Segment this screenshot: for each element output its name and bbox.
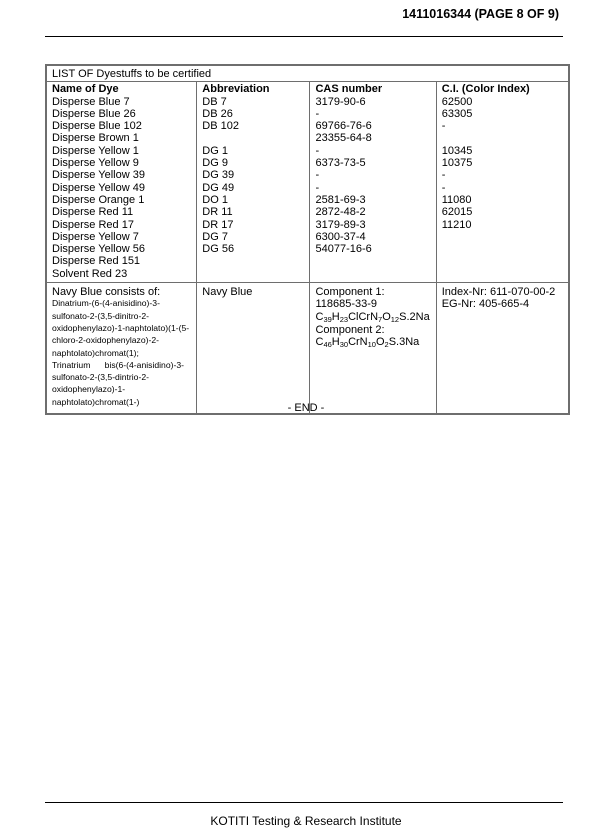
dyestuff-table	[45, 64, 570, 415]
header-divider	[45, 36, 563, 37]
navy-blue-heading: Navy Blue consists of:	[52, 286, 161, 299]
dye-abbreviation: DB 7	[202, 95, 227, 108]
navy-blue-cas-cell	[310, 283, 436, 414]
component-2-label: Component 2:	[315, 323, 385, 336]
column-header: CAS number	[315, 83, 383, 96]
footer-institute: KOTITI Testing & Research Institute	[210, 814, 402, 828]
column-header: Name of Dye	[52, 83, 119, 96]
dye-cas-number: -	[315, 169, 320, 182]
dye-name: Disperse Blue 7	[52, 95, 130, 108]
dye-cas-number: 54077-16-6	[315, 243, 372, 256]
dye-abbreviation: DG 1	[202, 144, 228, 157]
dye-cas-number: 3179-89-3	[315, 218, 366, 231]
dye-abbreviation: DR 17	[202, 218, 234, 231]
dye-color-index: 62015	[441, 206, 473, 219]
navy-blue-composition-line: chloro-2-oxidophenylazo)-2-	[52, 335, 159, 346]
dye-name: Disperse Yellow 7	[52, 230, 139, 243]
navy-blue-composition-line: sulfonato-2-(3,5-dinitro-2-	[52, 310, 149, 321]
cas-number-column	[310, 82, 436, 283]
navy-blue-eg-nr: EG-Nr: 405-665-4	[441, 298, 530, 311]
report-page-header: 1411016344 (PAGE 8 OF 9)	[402, 7, 559, 21]
dye-cas-number	[315, 268, 430, 280]
dye-name: Disperse Orange 1	[52, 193, 145, 206]
footer-divider	[45, 802, 563, 803]
dye-color-index: 11210	[441, 218, 472, 231]
dye-name: Disperse Brown 1	[52, 132, 139, 145]
navy-blue-ci-cell	[436, 283, 569, 414]
dye-color-index	[442, 243, 563, 255]
dye-cas-number: 2581-69-3	[315, 193, 366, 206]
component-1-cas-number: 118685-33-9	[315, 298, 378, 311]
column-header: C.I. (Color Index)	[441, 83, 530, 96]
dye-cas-number: -	[315, 144, 320, 157]
dye-abbreviation: DR 11	[202, 206, 233, 219]
navy-blue-composition-line: sulfonato-2-(3,5-dintrio-2-	[52, 372, 149, 383]
dye-color-index: -	[441, 181, 446, 194]
end-marker: - END -	[287, 402, 325, 414]
dye-abbreviation: DG 39	[202, 169, 235, 182]
dye-name: Disperse Red 11	[52, 206, 134, 219]
dye-cas-number: 6373-73-5	[315, 157, 366, 170]
navy-blue-composition-line: oxidophenylazo)-1-naphtolato)(1-(5-	[52, 322, 190, 333]
dye-cas-number: 6300-37-4	[315, 230, 366, 243]
navy-blue-composition	[52, 298, 191, 409]
abbreviation-column	[197, 82, 310, 283]
dye-cas-number: -	[315, 181, 320, 194]
dye-color-index	[442, 231, 563, 243]
dye-name: Disperse Yellow 39	[52, 169, 145, 182]
component-1-label: Component 1:	[315, 286, 385, 299]
navy-blue-composition-line: oxidophenylazo)-1-	[52, 384, 126, 395]
dye-cas-number: 69766-76-6	[315, 120, 372, 133]
dye-cas-number: -	[315, 107, 320, 120]
component-1-formula: $C_{39}H_{23}ClCrN_7O_{12}S.2Na$	[315, 310, 430, 324]
component-2-formula: $C_{46}H_{30}CrN_{10}O_2S.3Na$	[315, 335, 420, 349]
dye-abbreviation	[202, 132, 304, 144]
dye-color-index	[442, 132, 563, 144]
dye-color-index	[442, 255, 563, 267]
navy-blue-row	[46, 283, 569, 414]
dye-abbreviation: DG 49	[202, 181, 235, 194]
dye-color-index: 10345	[441, 144, 473, 157]
dye-cas-number: 3179-90-6	[315, 95, 366, 108]
dye-name: Disperse Yellow 56	[52, 243, 145, 256]
dye-cas-number: 2872-48-2	[315, 206, 366, 219]
dye-color-index: 63305	[441, 107, 473, 120]
navy-blue-index-nr: Index-Nr: 611-070-00-2	[441, 286, 556, 299]
dye-abbreviation: DO 1	[202, 193, 228, 206]
dye-abbreviation: DG 9	[202, 157, 228, 170]
navy-blue-composition-line: naphtolato)chromat(1-)	[52, 396, 140, 407]
dye-name: Disperse Red 17	[52, 218, 134, 231]
navy-blue-composition-line: naphtolato)chromat(1);	[52, 347, 139, 358]
dye-name: Disperse Red 151	[52, 255, 141, 268]
navy-blue-composition-line: Dinatrium-(6-(4-anisidino)-3-	[52, 298, 160, 309]
dye-name: Disperse Yellow 49	[52, 181, 145, 194]
color-index-column	[436, 82, 569, 283]
dye-color-index: 11080	[441, 193, 472, 206]
dye-color-index: 10375	[441, 157, 473, 170]
dye-cas-number	[315, 255, 430, 267]
dye-abbreviation: DG 56	[202, 243, 235, 256]
dye-color-index: -	[441, 120, 446, 133]
dye-abbreviation: DB 102	[202, 120, 239, 133]
table-body-row	[46, 82, 569, 283]
dye-name: Solvent Red 23	[52, 267, 128, 280]
dye-abbreviation: DB 26	[202, 107, 233, 120]
table-title: LIST OF Dyestuffs to be certified	[46, 65, 569, 82]
column-header: Abbreviation	[202, 83, 270, 96]
navy-blue-abbreviation: Navy Blue	[202, 286, 253, 299]
dye-color-index: -	[441, 169, 446, 182]
dye-name: Disperse Yellow 1	[52, 144, 139, 157]
navy-blue-composition-line: Trinatrium bis(6-(4-anisidino)-3-	[52, 359, 184, 370]
dye-color-index: 62500	[441, 95, 473, 108]
dye-abbreviation	[202, 268, 304, 280]
dye-cas-number: 23355-64-8	[315, 132, 372, 145]
dye-name: Disperse Blue 26	[52, 107, 136, 120]
navy-blue-name-cell	[46, 283, 197, 414]
dye-abbreviation: DG 7	[202, 230, 228, 243]
dye-name: Disperse Yellow 9	[52, 157, 139, 170]
table-title-row	[46, 65, 569, 82]
dye-color-index	[442, 268, 563, 280]
dye-abbreviation	[202, 255, 304, 267]
dye-name-column	[46, 82, 197, 283]
navy-blue-abbreviation-cell	[197, 283, 310, 414]
dye-name: Disperse Blue 102	[52, 120, 142, 133]
